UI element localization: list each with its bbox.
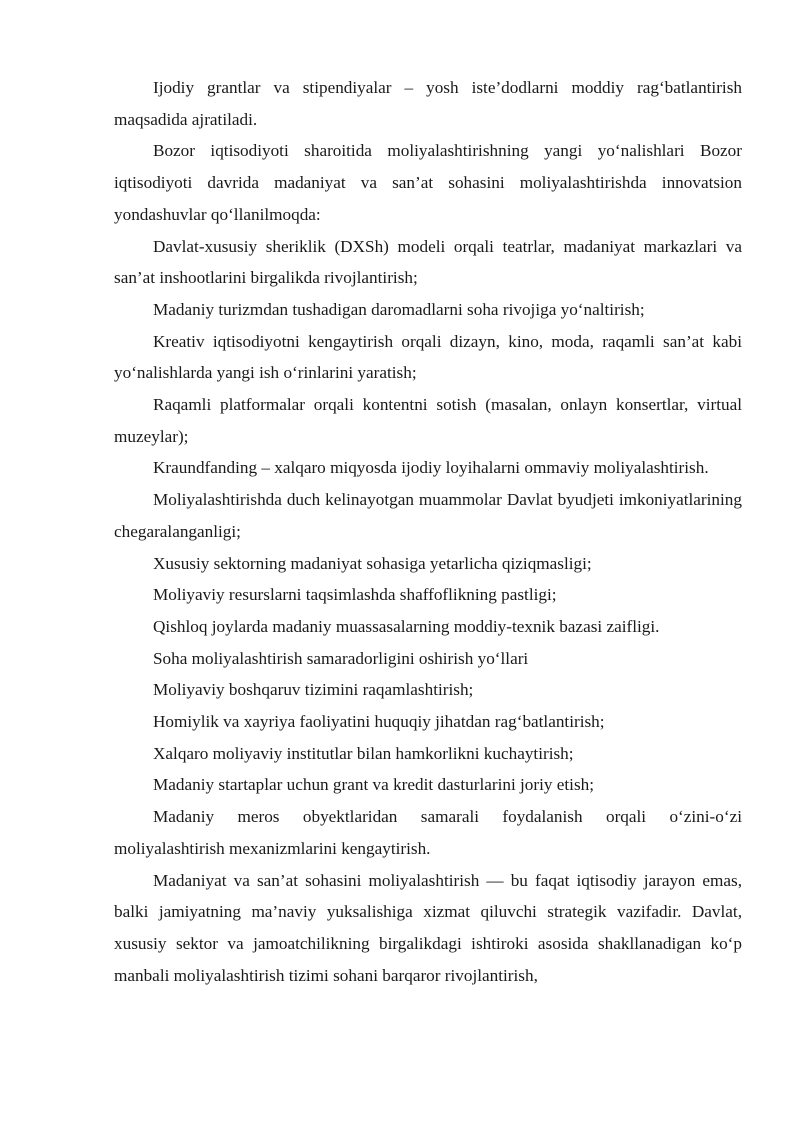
paragraph-cultural-tourism: Madaniy turizmdan tushadigan daromadlarni soha rivojiga yo‘naltirish;	[153, 299, 645, 319]
paragraph-public-private-partnership: Davlat-xususiy sheriklik (DXSh) modeli orqali teatrlar, madaniyat markazlari va san’at inshootlarini birgalikda rivojlantirish;	[114, 236, 742, 288]
paragraph-private-sector: Xususiy sektorning madaniyat sohasiga yetarlicha qiziqmasligi;	[153, 553, 592, 573]
paragraph-efficiency-heading: Soha moliyalashtirish samaradorligini oshirish yo‘llari	[153, 648, 529, 668]
paragraph-crowdfunding: Kraundfanding – xalqaro miqyosda ijodiy loyihalarni ommaviy moliyalashtirish.	[153, 458, 709, 478]
paragraph-digital-platforms: Raqamli platformalar orqali kontentni sotish (masalan, onlayn konsertlar, virtual muzeylar);	[114, 395, 742, 446]
paragraph-heritage: Madaniy meros obyektlaridan samarali foydalanish orqali o‘zini-o‘zi moliyalashtirish mexanizmlarini kengaytirish.	[114, 807, 742, 858]
paragraph-startups: Madaniy startaplar uchun grant va kredit dasturlarini joriy etish;	[153, 775, 595, 795]
paragraph-transparency: Moliyaviy resurslarni taqsimlashda shaffoflikning pastligi;	[153, 585, 557, 605]
paragraph-digitalization: Moliyaviy boshqaruv tizimini raqamlashtirish;	[153, 680, 474, 700]
paragraph-conclusion: Madaniyat va san’at sohasini moliyalashtirish — bu faqat iqtisodiy jarayon emas, balki jamiyatning ma’naviy yuksalishiga xizmat qiluvchi strategik vazifadir. Davlat, xususiy sektor va jamoatchilikning birgalikdagi ishtiroki asosida shakllanadigan ko‘p manbali moliyalashtirish tizimi sohani barqaror rivojlantirish,	[114, 870, 742, 985]
paragraph-sponsorship: Homiylik va xayriya faoliyatini huquqiy jihatdan rag‘batlantirish;	[153, 712, 605, 732]
paragraph-international-cooperation: Xalqaro moliyaviy institutlar bilan hamkorlikni kuchaytirish;	[153, 743, 574, 763]
document-page	[114, 72, 742, 991]
paragraph-market-economy: Bozor iqtisodiyoti sharoitida moliyalashtirishning yangi yo‘nalishlari Bozor iqtisodiyoti davrida madaniyat va san’at sohasini moliyalashtirishda innovatsion yondashuvlar qo‘llanilmoqda:	[114, 141, 742, 224]
paragraph-creative-economy: Kreativ iqtisodiyotni kengaytirish orqali dizayn, kino, moda, raqamli san’at kabi yo‘nalishlarda yangi ish o‘rinlarini yaratish;	[114, 331, 742, 383]
paragraph-funding-problems: Moliyalashtirishda duch kelinayotgan muammolar Davlat byudjeti imkoniyatlarining chegaralanganligi;	[114, 490, 742, 541]
paragraph-rural-areas: Qishloq joylarda madaniy muassasalarning moddiy-texnik bazasi zaifligi.	[153, 616, 660, 636]
paragraph-grants: Ijodiy grantlar va stipendiyalar – yosh iste’dodlarni moddiy rag‘batlantirish maqsadida ajratiladi.	[114, 78, 742, 129]
